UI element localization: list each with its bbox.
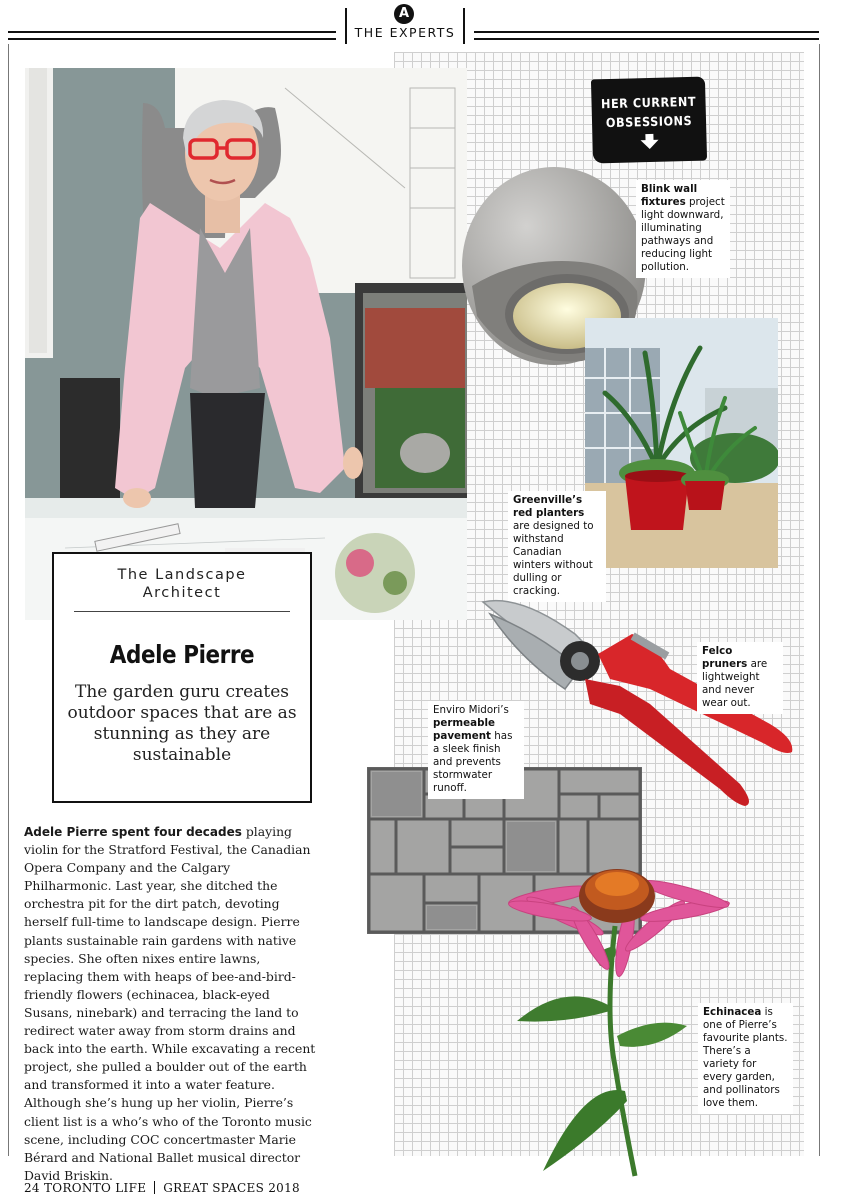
issue-name: GREAT SPACES 2018 (163, 1181, 300, 1195)
planters-photo (585, 318, 778, 568)
caption-felco (697, 642, 783, 714)
card-divider (74, 611, 290, 612)
obsessions-line2: OBSESSIONS (605, 112, 693, 131)
caption-blink-name: Blink wall fixtures (641, 183, 698, 208)
caption-pavement-text: has a sleek finish and prevents stormwater runoff. (433, 730, 513, 794)
card-kicker (54, 566, 310, 602)
caption-blink-text: project light downward, illuminating pathways and reducing light pollution. (641, 196, 725, 273)
caption-felco-text: are lightweight and never wear out. (702, 658, 768, 709)
caption-planters (508, 491, 606, 602)
portrait-illustration (25, 68, 467, 620)
article-lead: Adele Pierre spent four decades (24, 825, 242, 839)
page-number: 24 (24, 1181, 40, 1195)
title-card (52, 552, 312, 803)
article-text: playing violin for the Stratford Festival, the Canadian Opera Company and the Calgary Philharmonic. Last year, she ditched the orchestra pit for the dirt patch, devoting herself full-time to landscape design. Pierre plants sustainable rain gardens with native species. She often nixes entire lawns, replacing them with heaps of bee-and-bird-friendly flowers (echinacea, black-eyed Susans, ninebark) and terracing the land to redirect water away from storm drains and back into the earth. While excavating a recent project, she pulled a boulder out of the earth and transformed it into a water feature. Although she’s hung up her violin, Pierre’s client list is a who’s who of the Toronto music scene, including COC concertmaster Marie Bérard and National Ballet musical director David Briskin. (24, 824, 316, 1183)
header-divider-right (463, 8, 465, 44)
magazine-name: TORONTO LIFE (44, 1181, 147, 1195)
arrow-down-icon (641, 140, 659, 149)
caption-blink (636, 180, 730, 278)
caption-pavement-prefix: Enviro Midori’s (433, 704, 509, 716)
obsessions-badge (591, 77, 707, 164)
caption-felco-name: Felco pruners (702, 645, 748, 670)
caption-echinacea (698, 1003, 793, 1114)
page-margin-right (819, 44, 820, 1156)
caption-planters-name: Greenville’s red planters (513, 494, 585, 519)
caption-pavement (428, 701, 524, 799)
article-body (24, 823, 320, 1185)
obsessions-line1: HER CURRENT (600, 93, 697, 112)
caption-planters-text: are designed to withstand Canadian winters without dulling or cracking. (513, 520, 594, 597)
caption-echinacea-name: Echinacea (703, 1006, 762, 1018)
caption-echinacea-text: is one of Pierre’s favourite plants. There’s a variety for every garden, and pollinators love them. (703, 1006, 788, 1109)
page-footer (24, 1181, 300, 1195)
card-kicker-line1: The Landscape (117, 567, 247, 583)
portrait-photo (25, 68, 467, 620)
profile-name: Adele Pierre (109, 640, 255, 669)
profile-deck: The garden guru creates outdoor spaces that are as stunning as they are sustainable (67, 682, 297, 765)
footer-separator (154, 1181, 155, 1194)
page-margin-left (8, 44, 9, 1156)
card-kicker-line2: Architect (142, 585, 222, 601)
header-rule-left (8, 31, 336, 40)
section-badge: A (394, 4, 414, 24)
caption-pavement-name: permeable pavement (433, 717, 495, 742)
header-rule-right (474, 31, 819, 40)
header-divider-left (345, 8, 347, 44)
section-title: THE EXPERTS (354, 25, 456, 40)
